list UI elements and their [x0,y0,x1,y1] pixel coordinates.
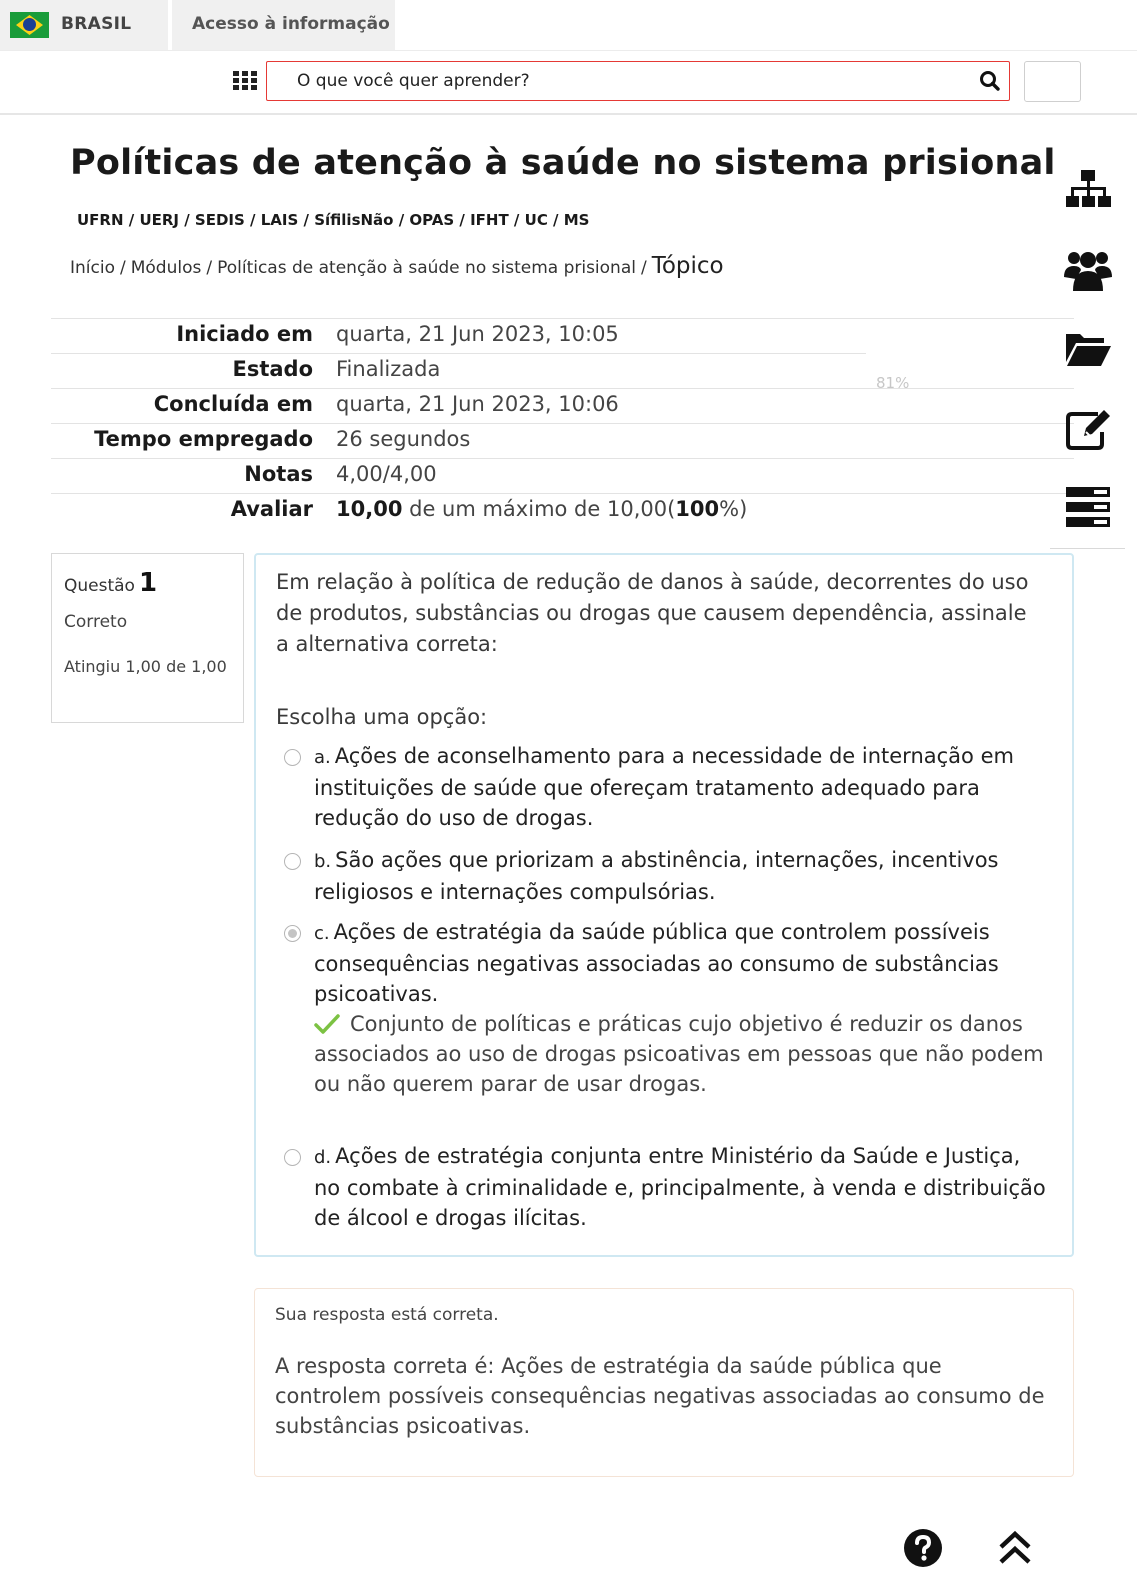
breadcrumb: Início / Módulos / Políticas de atenção à saúde no sistema prisional / Tópico [70,253,724,279]
option-c[interactable] [294,917,1052,1099]
gov-brasil-label: BRASIL [61,14,132,34]
option-text: São ações que priorizam a abstinência, internações, incentivos religiosos e internações compulsórias. [314,848,999,904]
option-letter: d. [314,1147,332,1168]
summary-label: Iniciado em [176,322,313,346]
summary-label: Tempo empregado [94,427,313,451]
summary-label: Concluída em [153,392,313,416]
summary-row [51,423,1074,458]
summary-value: 26 segundos [336,427,471,451]
option-c-radio[interactable] [284,925,301,942]
breadcrumb-modulos[interactable]: Módulos [130,258,202,278]
option-b[interactable] [294,845,1052,907]
grade-value [336,497,747,521]
gov-bar [0,0,1137,51]
summary-value: quarta, 21 Jun 2023, 10:05 [336,322,619,346]
grade-max: de um máximo de 10,00( [402,497,676,521]
breadcrumb-course[interactable]: Políticas de atenção à saúde no sistema prisional [217,258,636,278]
search-input[interactable] [297,62,957,100]
search-box [266,61,1010,101]
grade-score: 10,00 [336,497,403,521]
attempt-summary [51,318,1074,528]
breadcrumb-current: Tópico [651,253,724,279]
option-feedback [314,1009,1052,1099]
summary-label: Avaliar [230,497,313,521]
progress-label: 81% [876,374,910,392]
outcome-right-answer: A resposta correta é: Ações de estratégia da saúde pública que controlem possíveis consequências negativas associadas ao consumo de substâncias psicoativas. [275,1354,1045,1438]
outcome-status: Sua resposta está correta. [275,1305,499,1325]
question-text: Em relação à política de redução de danos à saúde, decorrentes do uso de produtos, substâncias ou drogas que causem dependência, assinale a alternativa correta: [276,570,1029,656]
grade-end: %) [719,497,748,521]
acesso-informacao-label: Acesso à informação [192,14,390,34]
search-button[interactable] [971,62,1009,100]
users-icon[interactable] [1064,245,1112,293]
option-text: Ações de aconselhamento para a necessidade de internação em instituições de saúde que ofereçam tratamento adequado para redução do uso de drogas. [314,744,1014,830]
question-state: Correto [64,612,128,632]
question-number-value: 1 [138,568,158,598]
summary-row [51,388,1074,423]
sitemap-icon[interactable] [1064,166,1112,214]
edit-icon[interactable] [1064,404,1112,452]
option-feedback-text: Conjunto de políticas e práticas cujo objetivo é reduzir os danos associados ao uso de drogas psicoativas em pessoas que não podem ou não querem parar de usar drogas. [314,1012,1044,1096]
right-sidebar [1050,152,1125,549]
acesso-informacao-link[interactable] [172,0,395,50]
help-icon[interactable] [904,1529,942,1567]
folder-open-icon[interactable] [1064,324,1112,372]
gov-brasil-link[interactable] [0,0,168,50]
menu-toggle-button[interactable] [1024,61,1081,102]
option-a-radio[interactable] [284,749,301,766]
option-d-radio[interactable] [284,1149,301,1166]
summary-label: Estado [232,357,313,381]
question-number [64,568,157,598]
breadcrumb-inicio[interactable]: Início [70,258,115,278]
question-content [254,553,1074,1257]
apps-grid-icon[interactable] [233,71,257,91]
option-d[interactable] [294,1141,1052,1233]
summary-value: Finalizada [336,357,441,381]
summary-row [51,318,1074,353]
question-grade: Atingiu 1,00 de 1,00 [64,657,227,676]
page-title: Políticas de atenção à saúde no sistema prisional [70,143,1056,183]
question-outcome [254,1288,1074,1477]
option-b-radio[interactable] [284,853,301,870]
option-a[interactable] [294,741,1052,833]
question-number-label: Questão [64,576,135,596]
summary-row-grade [51,493,1074,528]
summary-value: quarta, 21 Jun 2023, 10:06 [336,392,619,416]
summary-label: Notas [244,462,313,486]
summary-row [51,458,1074,493]
grade-percent: 100 [675,497,720,521]
option-letter: a. [314,747,331,768]
top-navbar [0,51,1137,115]
brazil-flag-icon [10,12,49,38]
option-text: Ações de estratégia da saúde pública que controlem possíveis consequências negativas associadas ao consumo de substâncias psicoativas. [314,920,999,1006]
search-icon [971,62,1009,100]
tasks-icon[interactable] [1064,483,1112,531]
option-letter: b. [314,851,332,872]
answer-prompt: Escolha uma opção: [276,705,488,729]
option-letter: c. [314,923,330,944]
checkmark-icon [314,1013,340,1035]
option-text: Ações de estratégia conjunta entre Ministério da Saúde e Justiça, no combate à criminalidade e, principalmente, à venda e distribuição de álcool e drogas ilícitas. [314,1144,1046,1230]
question-info [51,553,244,723]
back-to-top-icon[interactable] [998,1530,1032,1566]
institutions-line: UFRN / UERJ / SEDIS / LAIS / SífilisNão / OPAS / IFHT / UC / MS [77,211,590,229]
summary-value: 4,00/4,00 [336,462,437,486]
